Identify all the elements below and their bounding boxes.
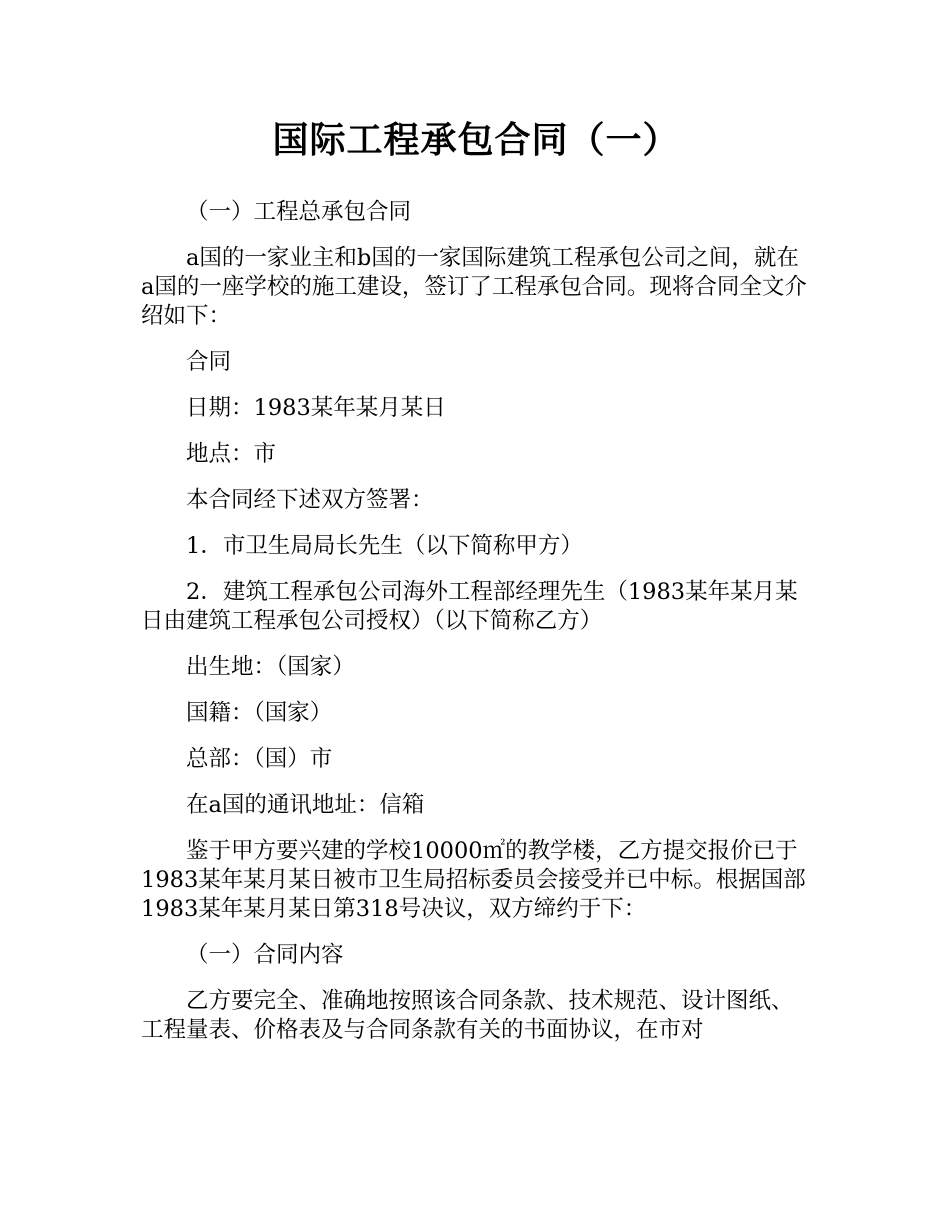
contract-location: 地点：市: [186, 441, 277, 467]
headquarters: 总部：（国）市: [186, 746, 333, 772]
document-body: [141, 198, 811, 1062]
contract-content-paragraph: 乙方要完全、准确地按照该合同条款、技术规范、设计图纸、工程量表、价格表及与合同条款有关的书面协议，在市对: [141, 988, 794, 1043]
nationality: 国籍：（国家）: [186, 700, 333, 726]
whereas-paragraph: 鉴于甲方要兴建的学校10000㎡的教学楼，乙方提交报价已于1983某年某月某日被市卫生局招标委员会接受并已中标。根据国部1983某年某月某日第318号决议，双方缔约于下：: [141, 838, 806, 922]
document-title: 国际工程承包合同（一）: [272, 120, 680, 161]
place-of-origin: 出生地：（国家）: [186, 654, 355, 680]
party-b: 2．建筑工程承包公司海外工程部经理先生（1983某年某月某日由建筑工程承包公司授权）（以下简称乙方）: [141, 579, 798, 634]
contract-heading: 合同: [186, 349, 232, 375]
intro-paragraph: a国的一家业主和b国的一家国际建筑工程承包公司之间，就在a国的一座学校的施工建设，签订了工程承包合同。现将合同全文介绍如下：: [141, 245, 807, 329]
mailing-address: 在a国的通讯地址：信箱: [186, 792, 425, 818]
section-heading-contract-content: （一）合同内容: [186, 942, 344, 968]
party-a: 1．市卫生局局长先生（以下简称甲方）: [186, 533, 583, 559]
contract-date: 日期：1983某年某月某日: [186, 395, 446, 421]
section-heading-general-contract: （一）工程总承包合同: [186, 199, 412, 225]
signing-parties-intro: 本合同经下述双方签署：: [186, 487, 434, 513]
